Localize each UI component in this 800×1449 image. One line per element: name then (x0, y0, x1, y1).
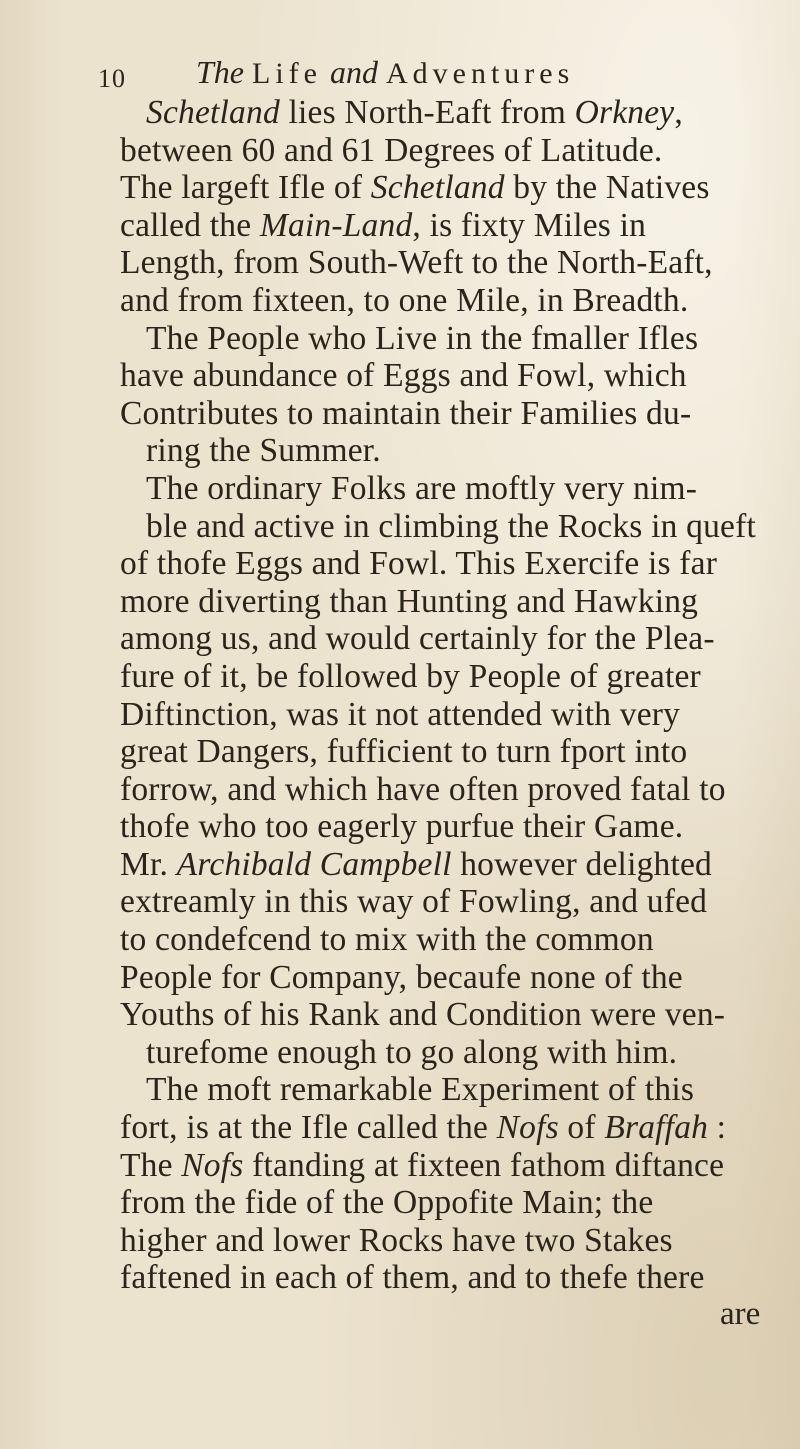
text-line: thofe who too eagerly purfue their Game. (120, 808, 684, 846)
text-line: ring the Summer. (146, 432, 381, 470)
text-line: between 60 and 61 Degrees of Latitude. (120, 131, 663, 169)
page-number: 10 (98, 64, 126, 93)
text-line: turefome enough to go along with him. (146, 1033, 678, 1071)
text-line: extreamly in this way of Fowling, and ufed (120, 883, 708, 921)
text-line: fure of it, be followed by People of greater (120, 657, 701, 695)
text-line: among us, and would certainly for the Plea- (120, 620, 715, 658)
text-line: forrow, and which have often proved fatal to (120, 770, 726, 808)
text-line: fort, is at the Ifle called the Nofs of Braffah : (120, 1109, 727, 1147)
text-line: have abundance of Eggs and Fowl, which (120, 357, 687, 395)
text-line: faftened in each of them, and to thefe there (120, 1259, 705, 1297)
text-line: Mr. Archibald Campbell however delighted (120, 845, 713, 883)
text-line: and from fixteen, to one Mile, in Breadth. (120, 281, 689, 319)
text-line: The moft remarkable Experiment of this (146, 1071, 695, 1109)
text-line: The Nofs ftanding at fixteen fathom diftance (120, 1146, 725, 1184)
text-line: to condefcend to mix with the common (120, 921, 654, 959)
text-line: Schetland lies North-Eaft from Orkney, (146, 94, 683, 131)
catchword: are (720, 1296, 761, 1332)
text-line: The ordinary Folks are moftly very nim- (146, 469, 698, 507)
text-line: from the fide of the Oppofite Main; the (120, 1184, 654, 1222)
text-line: People for Company, becaufe none of the (120, 958, 683, 996)
text-line: Youths of his Rank and Condition were ven- (120, 996, 726, 1034)
text-line: Length, from South-Weft to the North-Eaft, (120, 244, 713, 282)
text-line: great Dangers, fufficient to turn fport into (120, 733, 688, 771)
text-line: higher and lower Rocks have two Stakes (120, 1221, 673, 1259)
text-line: The People who Live in the fmaller Ifles (146, 319, 699, 357)
text-line: Diftinction, was it not attended with very (120, 695, 681, 733)
title-the: The (196, 54, 244, 90)
text-line: called the Main-Land, is fixty Miles in (120, 206, 647, 244)
text-line: Contributes to maintain their Families du- (120, 394, 692, 432)
running-head (98, 44, 698, 92)
title-adventures: Adventures (385, 57, 575, 90)
text-line: The largeft Ifle of Schetland by the Natives (120, 169, 710, 207)
body-text (120, 94, 780, 1297)
text-line: more diverting than Hunting and Hawking (120, 582, 699, 620)
title-and: and (329, 54, 378, 90)
running-title (196, 54, 574, 91)
title-life: Life (252, 57, 322, 90)
text-line: of thofe Eggs and Fowl. This Exercife is far (120, 545, 718, 583)
text-line: ble and active in climbing the Rocks in queft (146, 507, 756, 545)
